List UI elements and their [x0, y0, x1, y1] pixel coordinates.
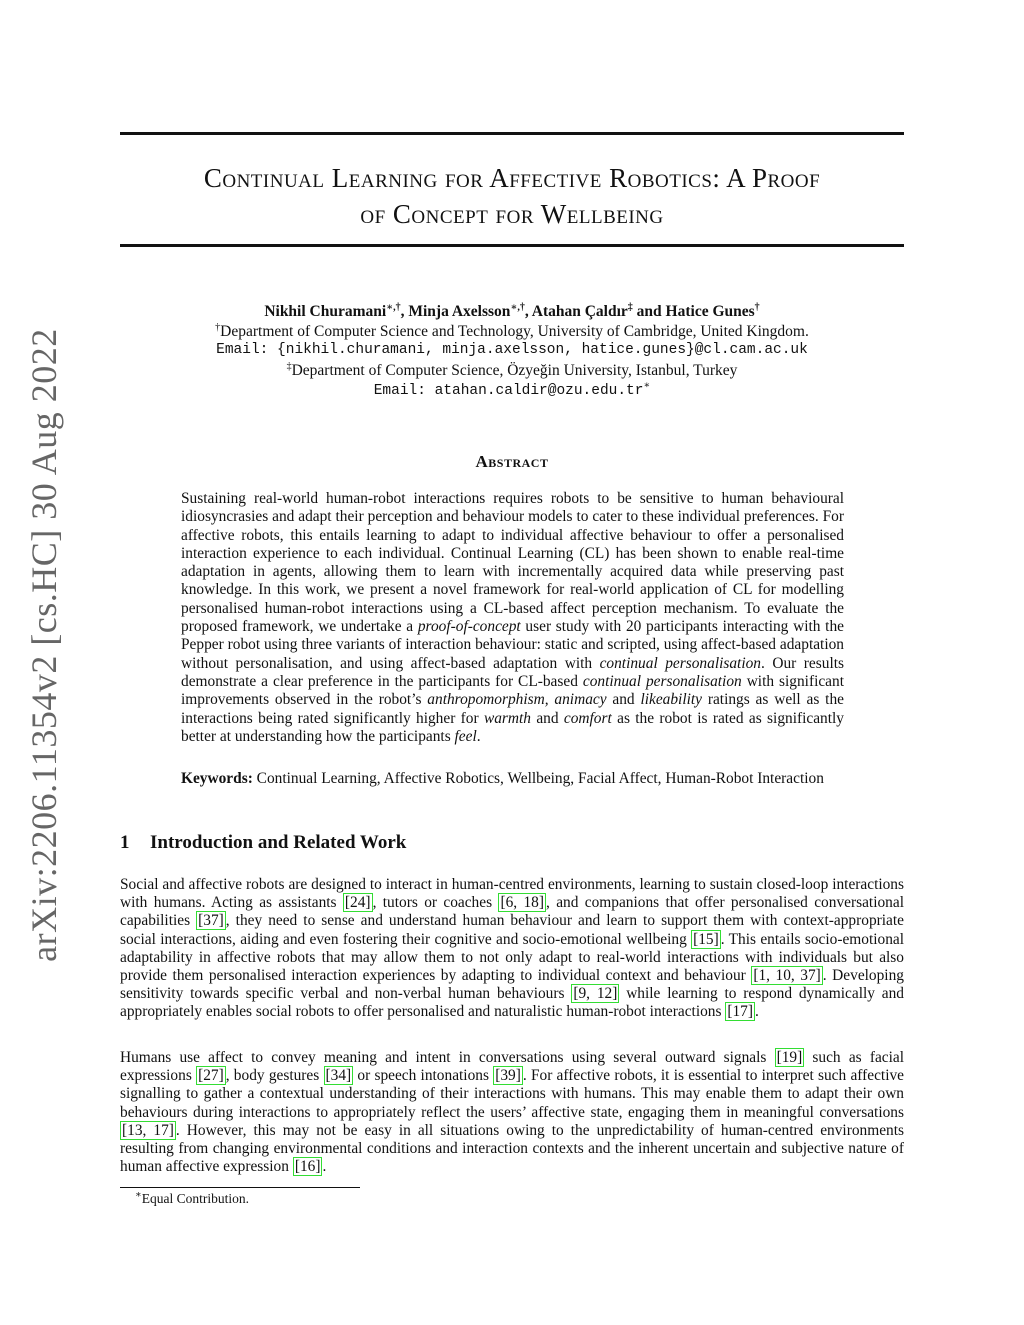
body-text: . However, this may not be easy in all situations owing to the unpredictability of human-centred environments resulting from changing environmental conditions and interaction contexts and the inherent uncertain and subjective nature of human affective expression: [120, 1121, 904, 1176]
arxiv-identifier-text: arXiv:2206.11354v2 [cs.HC] 30 Aug 2022: [24, 328, 64, 962]
email-2-text: Email: atahan.caldir@ozu.edu.tr: [373, 383, 644, 399]
section-title-text: Introduction and Related Work: [150, 832, 407, 853]
abstract-text: with significant improvements observed in the robot’s: [181, 672, 844, 709]
citation-link[interactable]: [15]: [693, 930, 719, 948]
paper-title-line-2: of Concept for Wellbeing: [360, 199, 664, 229]
title-bottom-rule: [120, 244, 904, 247]
body-text: such as facial expressions: [120, 1049, 904, 1085]
abstract-heading: Abstract: [475, 452, 549, 471]
footnote-mark: ∗: [135, 1189, 142, 1201]
section-heading: [120, 832, 406, 854]
author-2-mark: ∗,†: [510, 301, 525, 313]
author-4: Hatice Gunes: [665, 303, 755, 320]
author-block: [120, 302, 904, 402]
body-text: , and companions that offer personalised conversational capabilities: [120, 894, 904, 930]
author-3-mark: ‡: [627, 301, 633, 313]
citation-link[interactable]: [39]: [495, 1067, 521, 1085]
body-text: . For affective robots, it is essential to interpret such affective signalling to gather a contextual understanding of their interactions with humans. This may enable them to adapt their own behaviours during interactions to appropriately reflect the users’ affective state, engaging them in meaningful conversations: [120, 1067, 904, 1121]
abstract-emphasis: continual personalisation: [582, 672, 742, 690]
body-text: , body gestures: [225, 1067, 324, 1085]
citation-link[interactable]: [24]: [344, 894, 371, 912]
abstract-text: .: [476, 727, 481, 745]
email-2: [120, 380, 904, 402]
paragraph-1: [120, 876, 904, 1022]
body-text: Social and affective robots are designed to interact in human-centred environments, learning to sustain closed-loop interactions with humans. Acting as assistants: [120, 876, 904, 912]
body-text: while learning to respond dynamically and appropriately enables social robots to offer personalised and naturalistic human-robot interactions: [120, 985, 904, 1021]
keywords-label: Keywords:: [181, 770, 253, 787]
author-1-mark: ∗,†: [386, 301, 401, 313]
body-text: , they need to sense and understand human behaviour and learn to support them with context-appropriate social interactions, aiding and even fostering their cognitive and socio-emotional wellbeing: [120, 912, 904, 948]
author-4-mark: †: [754, 301, 760, 313]
abstract-emphasis: likeability: [640, 691, 702, 709]
section-number: 1: [120, 832, 130, 853]
title-top-rule: [120, 132, 904, 135]
author-names: Nikhil Churamani∗,†, Minja Axelsson∗,†, Atahan Çaldır‡ and Hatice Gunes†: [264, 301, 760, 320]
abstract-text: ratings as well as the interactions being rated significantly higher for: [181, 691, 844, 727]
keywords-text: Continual Learning, Affective Robotics, Wellbeing, Facial Affect, Human-Robot Interaction: [252, 770, 824, 787]
abstract-body: [181, 490, 844, 746]
abstract-emphasis: proof-of-concept: [417, 618, 521, 636]
citation-link[interactable]: [19]: [776, 1049, 803, 1066]
abstract-emphasis: comfort: [563, 709, 612, 727]
abstract-text: user study with 20 participants interacting with the Pepper robot using three variants of interaction behaviour: static and scripted, using affect-based adaptation without personalisation, and using affect-based adaptation with: [181, 618, 844, 672]
abstract-emphasis: feel: [454, 727, 477, 745]
body-text: . This entails socio-emotional adaptability in affective robots that may allow them to not only adapt to real-world interactions with individuals but also provide them personalised interaction experiences by adapting to individual context and behaviour: [120, 930, 905, 985]
author-2: Minja Axelsson: [408, 303, 511, 320]
body-text: .: [322, 1158, 327, 1176]
abstract-text: . Our results demonstrate a clear preference in the participants for CL-based: [181, 654, 844, 690]
affiliation-2-mark: ‡: [286, 360, 292, 372]
keywords: [181, 770, 844, 788]
citation-link[interactable]: [1, 10, 37]: [753, 967, 821, 985]
abstract-text: and: [531, 709, 564, 727]
citation-link[interactable]: [34]: [325, 1067, 352, 1085]
body-text: Humans use affect to convey meaning and intent in conversations using several outward signals: [120, 1049, 775, 1066]
paper-title: [120, 160, 904, 232]
body-text: , tutors or coaches: [372, 894, 499, 912]
citation-link[interactable]: [17]: [727, 1003, 753, 1021]
citation-link[interactable]: [6, 18]: [500, 894, 544, 912]
author-1: Nikhil Churamani: [264, 303, 387, 320]
footnote-text: Equal Contribution.: [141, 1191, 250, 1206]
footnote-rule: [120, 1187, 360, 1188]
affiliation-2: [120, 361, 904, 381]
affiliation-2-text: Department of Computer Science, Özyeğin University, Istanbul, Turkey: [291, 361, 738, 379]
abstract-text: as the robot is rated as significantly better at understanding how the participants: [181, 709, 844, 745]
citation-link[interactable]: [13, 17]: [122, 1121, 174, 1139]
abstract-text: Sustaining real-world human-robot interactions requires robots to be sensitive to human behavioural idiosyncrasies and adapt their perception and behaviour models to cater to these individual preferences. For affective robots, this entails learning to adapt to individual affective behaviour to offer a personalised interaction experience to each individual. Continual Learning (CL) has been shown to enable real-time adaptation in agents, allowing them to learn with incrementally acquired data while preserving past knowledge. In this work, we present a novel framework for real-world application of CL for modelling personalised human-robot interactions using a CL-based affect perception mechanism. To evaluate the proposed framework, we undertake a: [181, 490, 844, 636]
body-text: or speech intonations: [353, 1067, 494, 1085]
citation-link[interactable]: [27]: [198, 1067, 224, 1085]
email-2-mark: ∗: [643, 379, 651, 391]
arxiv-identifier: [22, 328, 66, 962]
citation-link[interactable]: [16]: [294, 1158, 321, 1176]
body-text: .: [754, 1003, 759, 1021]
abstract-text: and: [606, 691, 641, 709]
affiliation-1: [120, 322, 904, 342]
abstract-emphasis: warmth: [483, 709, 531, 727]
affiliation-1-text: Department of Computer Science and Technology, University of Cambridge, United Kingdom.: [220, 322, 809, 340]
affiliation-1-mark: †: [215, 321, 221, 333]
abstract-emphasis: anthropomorphism, animacy: [427, 691, 607, 709]
paragraph-2: [120, 1049, 904, 1176]
footnote: [135, 1191, 249, 1207]
email-1: Email: {nikhil.churamani, minja.axelsson, hatice.gunes}@cl.cam.ac.uk: [216, 342, 808, 358]
body-text: . Developing sensitivity towards specific verbal and non-verbal human behaviours: [120, 967, 904, 1003]
paper-title-line-1: Continual Learning for Affective Robotics: A Proof: [203, 163, 821, 193]
author-and: and: [632, 303, 666, 320]
author-3: Atahan Çaldır: [531, 303, 628, 320]
abstract-emphasis: continual personalisation: [599, 654, 761, 672]
citation-link[interactable]: [9, 12]: [573, 985, 618, 1003]
citation-link[interactable]: [37]: [198, 912, 224, 930]
